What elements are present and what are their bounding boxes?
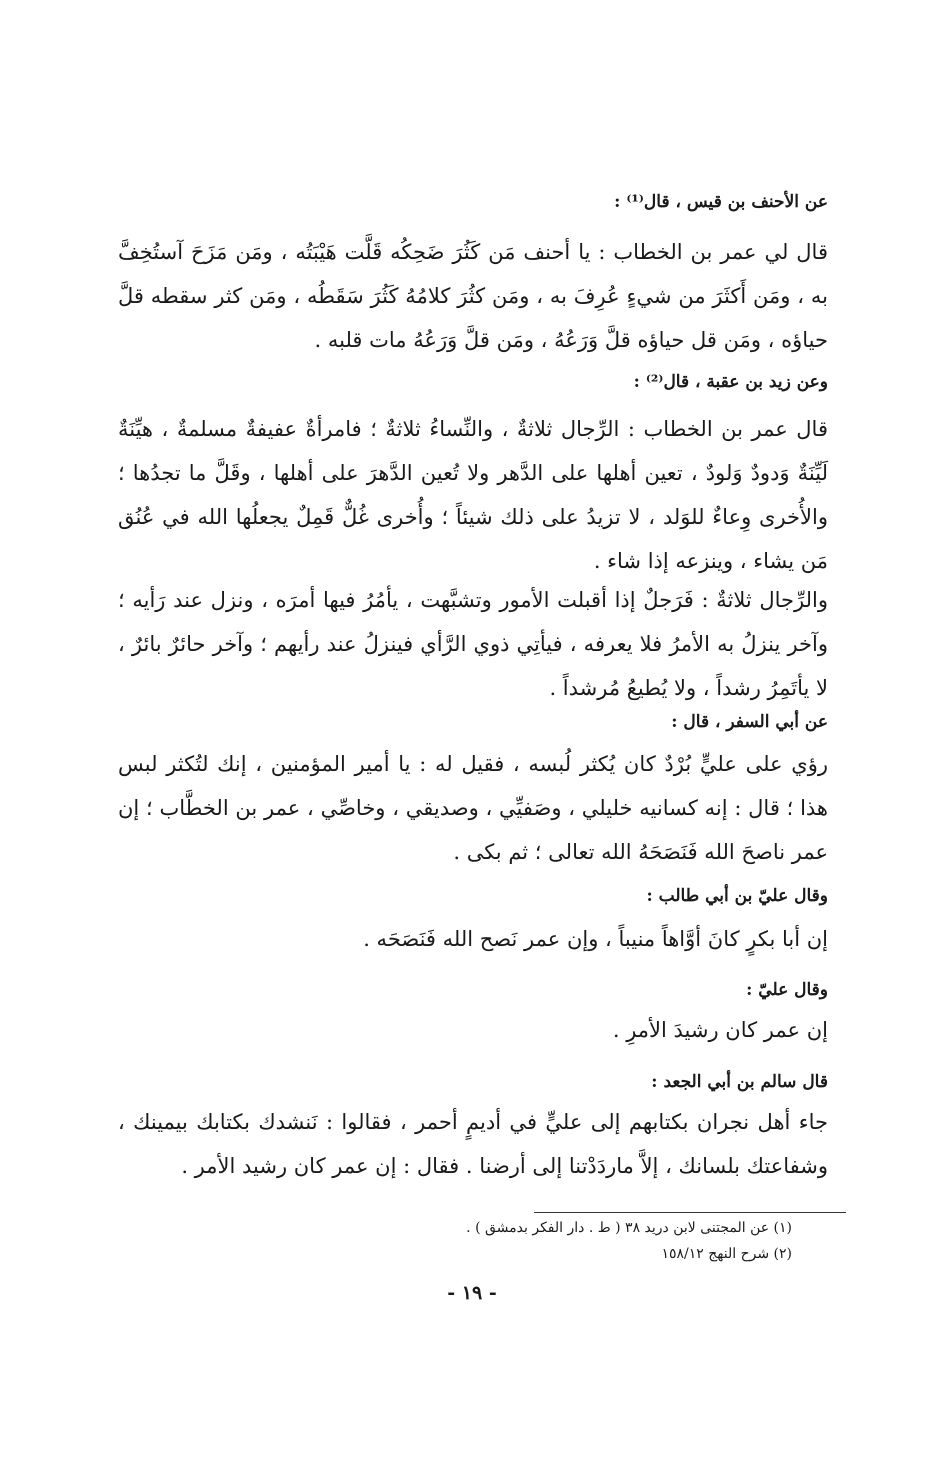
section-paragraph: إن أبا بكرٍ كانَ أوَّاهاً منيباً ، وإن عمر نَصح الله فَنَصَحَه .: [363, 927, 828, 951]
section-paragraph: والرِّجال ثلاثةٌ : فَرَجلٌ إذا أقبلت الأمور وتشبَّهت ، يأمُرُ فيها أمرَه ، ونزل عند رَأيه ؛ وآخر ينزلُ به الأمرُ فلا يعرفه ، فيأتِي ذوي الرَّأي فينزلُ عند رأيهم ؛ وآخر حائرٌ بائرٌ ، لا يأتَمِرُ رشداً ، ولا يُطيعُ مُرشداً .: [118, 588, 828, 700]
section-heading: قال سالم بن أبي الجعد :: [651, 1072, 828, 1092]
section-heading: وعن زيد بن عقبة ، قال⁽²⁾ :: [633, 372, 828, 392]
page-number: - ١٩ -: [447, 1282, 497, 1304]
section-paragraph: رؤي على عليٍّ بُرْدٌ كان يُكثر لُبسه ، فقيل له : يا أمير المؤمنين ، إنك لتُكثر لبس هذا ؛ قال : إنه كسانيه خليلي ، وصَفيِّي ، وصديقي ، وخاصِّي ، عمر بن الخطَّاب ؛ إن عمر ناصحَ الله فَنَصَحَهُ الله تعالى ؛ ثم بكى .: [118, 752, 828, 864]
section-paragraph: إن عمر كان رشيدَ الأمرِ .: [612, 1018, 828, 1042]
footnote: (٢) شرح النهج ١٥٨/١٢: [661, 1246, 792, 1262]
section-paragraph: قال لي عمر بن الخطاب : يا أحنف مَن كَثُرَ ضَحِكُه قَلَّت هَيْبَتُه ، ومَن مَزَحَ آستُخِفَّ به ، ومَن أَكثَرَ من شيءٍ عُرِفَ به ، ومَن كثُرَ كلامُهُ كَثُرَ سَقَطُه ، ومَن كثر سقطه قلَّ حياؤه ، ومَن قل حياؤه قلَّ وَرَعُهُ ، ومَن قلَّ وَرَعُهُ مات قلبه .: [118, 240, 828, 352]
section-heading: وقال عليّ :: [746, 980, 828, 1000]
footnote: (١) عن المجتنى لابن دريد ٣٨ ( ط . دار الفكر بدمشق ) .: [466, 1220, 792, 1236]
section-heading: عن أبي السفر ، قال :: [671, 712, 828, 732]
section-heading: وقال عليّ بن أبي طالب :: [646, 886, 828, 906]
section-paragraph: قال عمر بن الخطاب : الرِّجال ثلاثةٌ ، والنِّساءُ ثلاثةٌ ؛ فامرأةٌ عفيفةٌ مسلمةٌ ، هيِّنَةٌ لَيِّنَةٌ وَدودٌ وَلودٌ ، تعين أهلها على الدَّهر ولا تُعين الدَّهرَ على أهلها ، وقَلَّ ما تجدُها ؛ والأُخرى وِعاءٌ للوَلد ، لا تزيدُ على ذلك شيئاً ؛ وأُخرى غُلٌّ قَمِلٌ يجعلُها الله في عُنُق مَن يشاء ، وينزعه إذا شاء .: [118, 417, 828, 573]
section-paragraph: جاء أهل نجران بكتابهم إلى عليٍّ في أديمٍ أحمر ، فقالوا : نَنشدك بكتابك بيمينك ، وشفاعتك بلسانك ، إلاَّ ماردَدْتنا إلى أرضنا . فقال : إن عمر كان رشيد الأمر .: [118, 1110, 828, 1178]
section-heading: عن الأحنف بن قيس ، قال⁽¹⁾ :: [614, 192, 828, 212]
footnote-separator: [534, 1212, 846, 1213]
